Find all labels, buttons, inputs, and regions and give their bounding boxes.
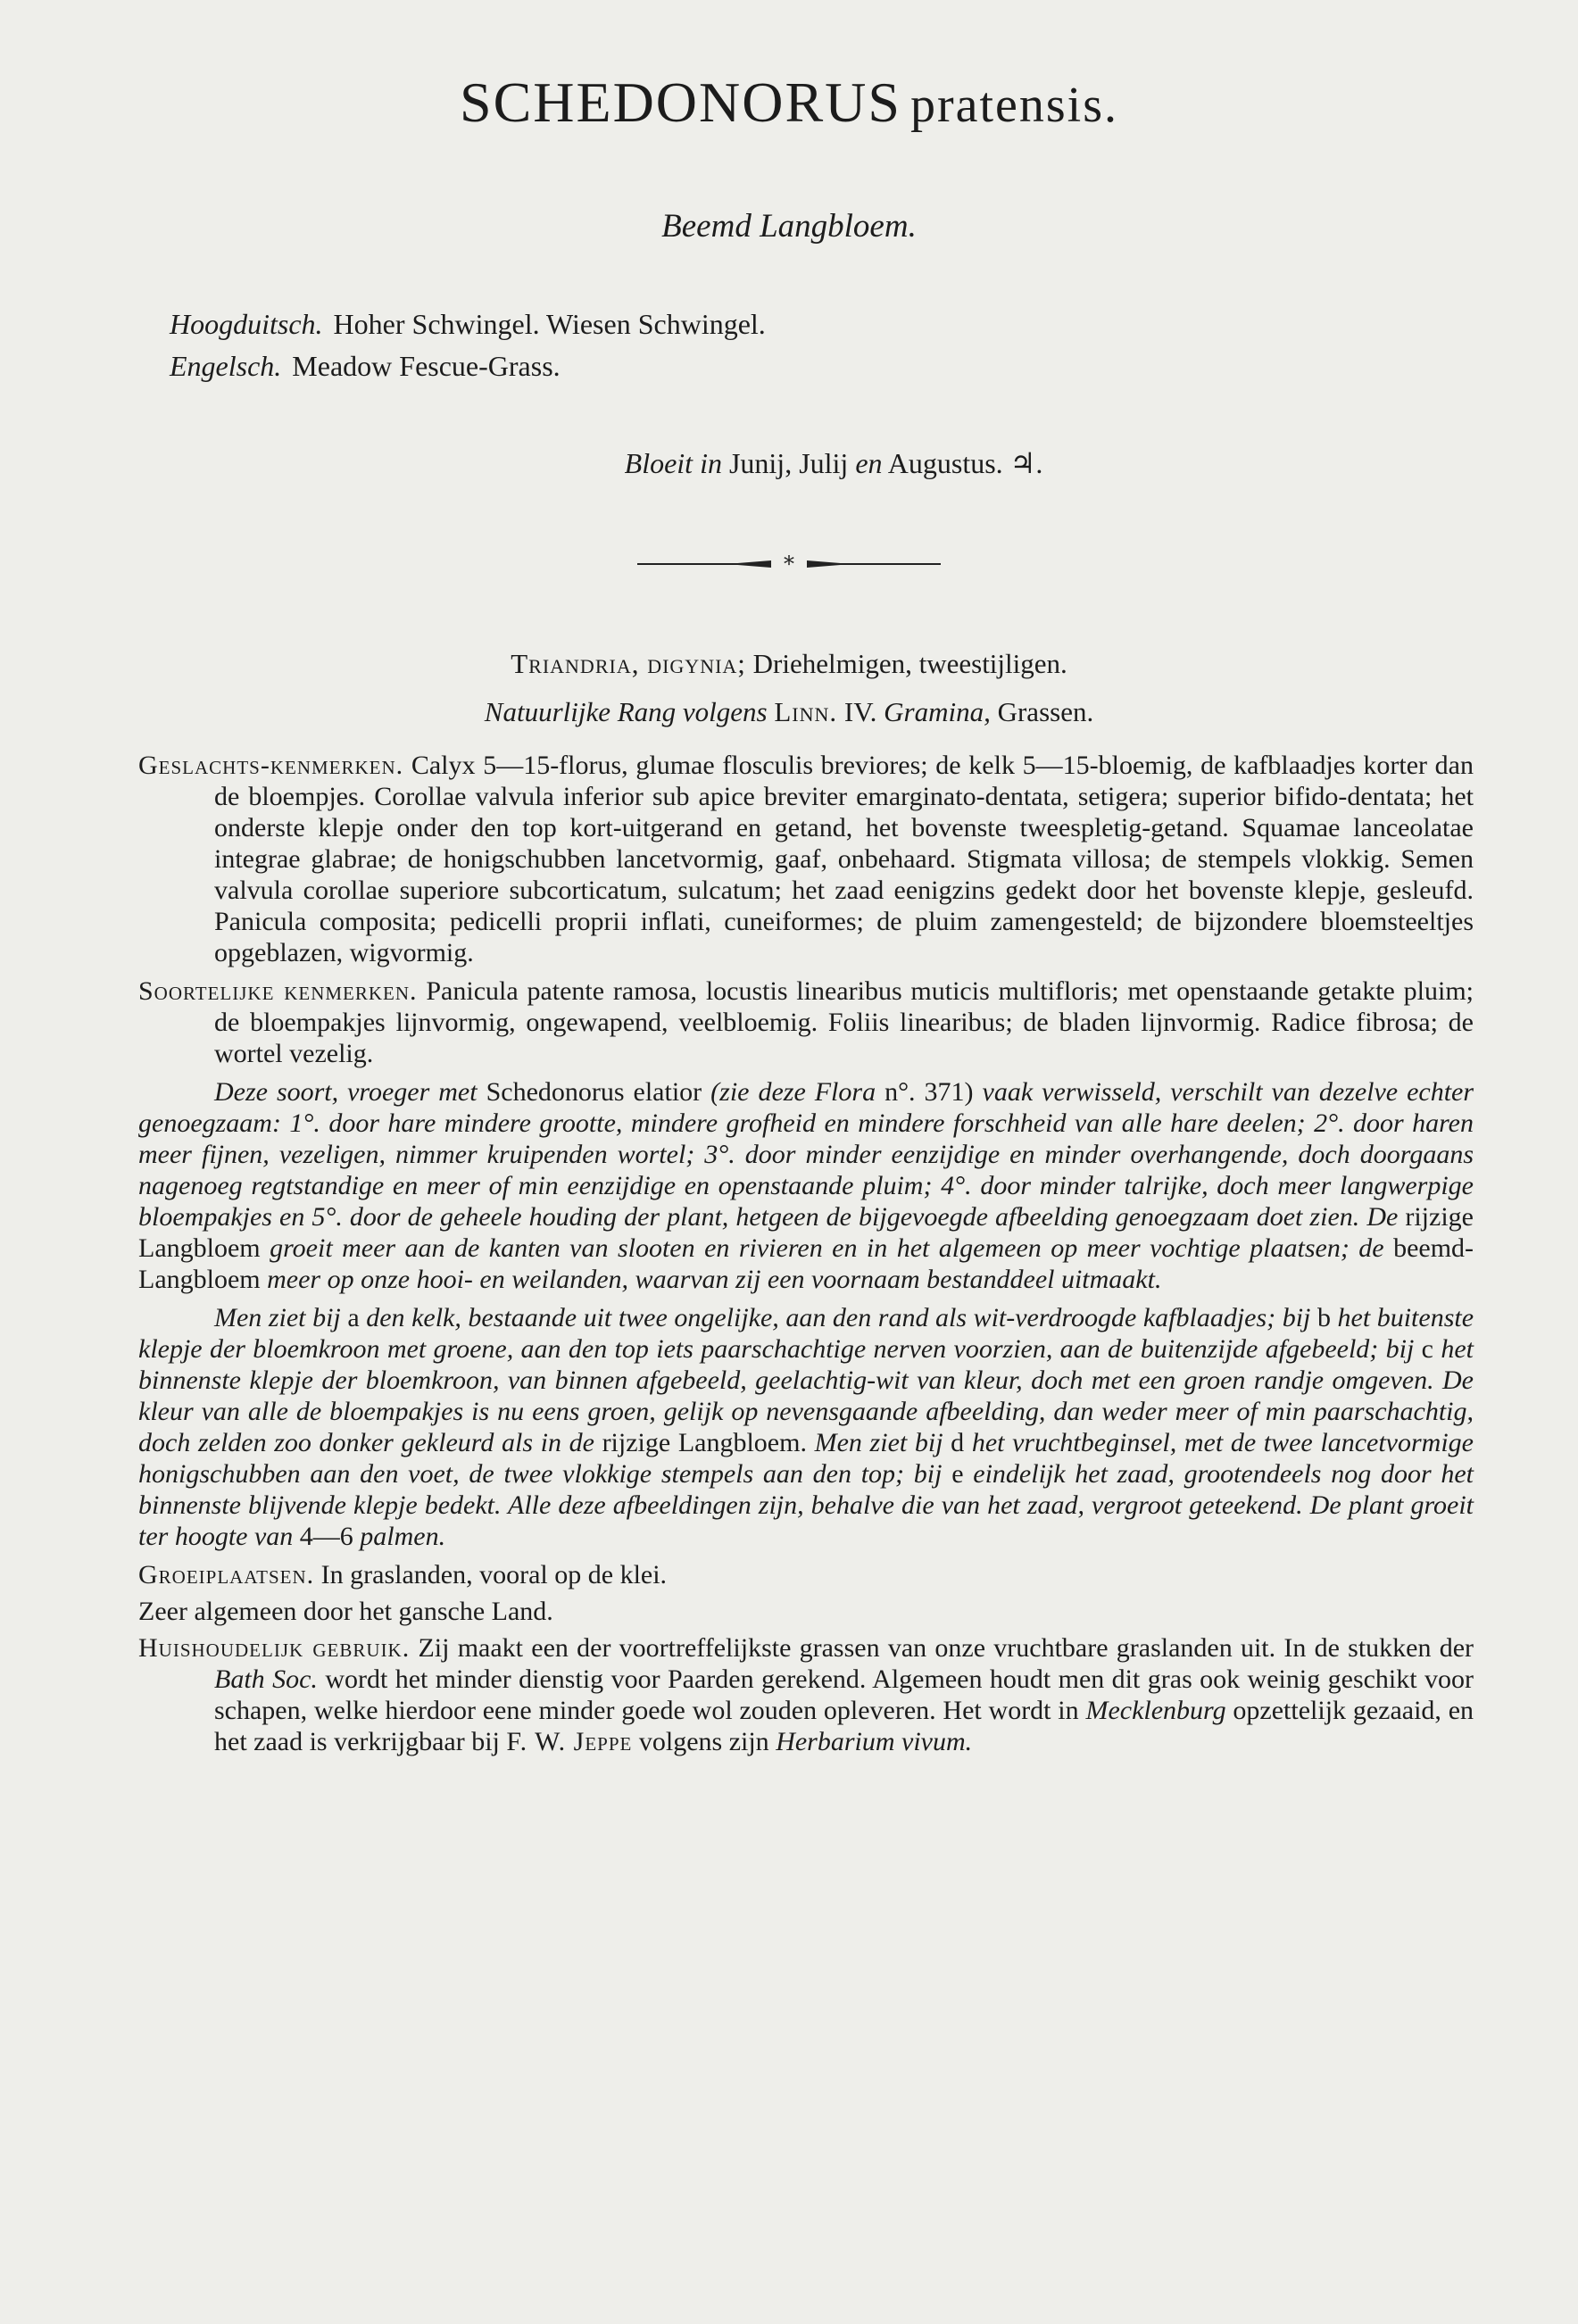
section-heading: Groeiplaatsen. (138, 1560, 315, 1589)
ornament-divider (0, 553, 1578, 579)
section-text: Panicula patente ramosa, locustis linearibus muticis multifloris; met openstaande getakte pluim; de bloempakjes lijnvormig, ongewapend, veelbloemig. Foliis linearibus; de bladen lijnvormig. Radice fibrosa; de wortel vezelig. (214, 976, 1474, 1068)
note-text: Men ziet bij (814, 1428, 943, 1457)
note-text: beemd-Langbloem (138, 1233, 1474, 1294)
rank-order: Gramina, (884, 696, 991, 727)
vernacular-row (170, 303, 766, 345)
figure-letter: e (951, 1459, 964, 1489)
rank-number: IV. (843, 696, 877, 727)
svg-text:*: * (784, 553, 794, 575)
vernacular-names-text: Meadow Fescue-Grass. (292, 350, 561, 382)
section-heading: Soortelijke kenmerken. (138, 976, 418, 1006)
figure-letter: b (1316, 1303, 1331, 1332)
economic-use (138, 1632, 1474, 1757)
section-text: Bath Soc. (214, 1664, 318, 1694)
ornament-divider-icon (637, 553, 941, 575)
note-text: (zie deze Flora (710, 1077, 876, 1107)
dutch-name: Beemd Langbloem. (661, 208, 917, 245)
bloom-period (0, 446, 1578, 480)
note-text: n°. 371) (885, 1077, 974, 1107)
note-text: rijzige Langbloem (138, 1202, 1474, 1263)
species-characters (138, 975, 1474, 1069)
note-text: den kelk, bestaande uit twee ongelijke, aan den rand als wit-verdroogde kafblaadjes; bij (366, 1303, 1311, 1332)
figure-letter: c (1421, 1334, 1433, 1364)
description-body (138, 750, 1474, 1764)
genus-characters (138, 750, 1474, 968)
section-text: volgens zijn (638, 1727, 769, 1756)
class-dutch: Driehelmigen, tweestijligen. (752, 648, 1067, 679)
section-text: In graslanden, vooral op de klei. (320, 1560, 668, 1589)
figure-letter: d (951, 1428, 965, 1457)
vernacular-names-text: Hoher Schwingel. Wiesen Schwingel. (333, 308, 766, 340)
section-text: F. W. Jeppe (506, 1727, 633, 1756)
note-text: rijzige Langbloem. (602, 1428, 807, 1457)
linnaean-class: Triandria, digynia; (511, 648, 746, 679)
vernacular-row (170, 345, 766, 387)
section-heading: Huishoudelijk gebruik. (138, 1633, 411, 1663)
note-text: groeit meer aan de kanten van slooten en rivieren en in het algemeen op meer vochtige plaatsen; de (270, 1233, 1384, 1263)
vernacular-language: Engelsch. (170, 350, 282, 382)
note-text: Deze soort, vroeger met (214, 1077, 478, 1107)
bloom-months-last: Augustus. (887, 447, 1003, 479)
note-text: Men ziet bij (214, 1303, 341, 1332)
vernacular-names (170, 303, 766, 387)
note-text: het vruchtbeginsel, met de twee lancetvormige honigschubben aan den voet, de twee vlokkige stempels aan den top; bij (138, 1428, 1474, 1489)
section-text: Herbarium vivum. (776, 1727, 973, 1756)
perennial-symbol: ♃. (1009, 447, 1043, 479)
note-text: 4—6 (299, 1522, 353, 1551)
section-text: wordt het minder dienstig voor Paarden gerekend. Algemeen houdt men dit gras ook weinig geschikt voor schapen, welke hierdoor eene minder goede wol zouden opleveren. Het wordt in (214, 1664, 1474, 1725)
species-name: pratensis. (909, 78, 1119, 133)
rank-author: Linn. (774, 696, 838, 727)
bloom-months: Junij, Julij (728, 447, 849, 479)
section-text: Zij maakt een der voortreffelijkste grassen van onze vruchtbare graslanden uit. In de stukken der (418, 1633, 1474, 1663)
section-text: Mecklenburg (1085, 1696, 1226, 1725)
figure-explanation (138, 1302, 1474, 1552)
classification (0, 648, 1578, 680)
frequency: Zeer algemeen door het gansche Land. (138, 1597, 553, 1626)
vernacular-language: Hoogduitsch. (170, 308, 323, 340)
genus-name: SCHEDONORUS (459, 71, 901, 134)
habitat (138, 1559, 1474, 1590)
rank-dutch: Grassen. (997, 696, 1094, 727)
section-text: Calyx 5—15-florus, glumae flosculis breviores; de kelk 5—15-bloemig, de kafblaadjes korter dan de bloempjes. Corollae valvula inferior sub apice breviter emarginato-dentata, setigera; superior bifido-dentata; het onderste klepje onder den top kort-uitgerand en getand, het bovenste tweespletig-getand. Squamae lanceolatae integrae glabrae; de honigschubben lancetvormig, gaaf, onbehaard. Stigmata villosa; de stempels vlokkig. Semen valvula corollae superiore subcorticatum, sulcatum; het zaad eenigzins gedekt door het bovenste klepje, gesleufd. Panicula composita; pedicelli proprii inflati, cuneiformes; de pluim zamengesteld; de bijzondere bloemsteeltjes opgeblazen, wigvormig. (214, 751, 1474, 967)
note-text: palmen. (360, 1522, 446, 1551)
rank-prefix: Natuurlijke Rang volgens (484, 696, 768, 727)
bloom-conj: en (855, 447, 883, 479)
note-text: vaak verwisseld, verschilt van dezelve echter genoegzaam: 1°. door hare mindere grootte, mindere grofheid en mindere forschheid van alle hare deelen; 2°. door haren meer fijnen, vezeligen, nimmer kruipenden wortel; 3°. door minder eenzijdige en minder overhangende, doch doorgaans nagenoeg regtstandige en meer of min eenzijdige en openstaande pluim; 4°. door minder talrijke, doch meer langwerpige bloempakjes en 5°. door de geheele houding der plant, hetgeen de bijgevoegde afbeelding genoegzaam doet zien. De (138, 1077, 1474, 1232)
comparison-note (138, 1076, 1474, 1295)
page-title (0, 70, 1578, 136)
section-heading: Geslachts-kenmerken. (138, 751, 404, 780)
note-text: Schedonorus elatior (486, 1077, 702, 1107)
natural-rank (0, 696, 1578, 728)
note-text: meer op onze hooi- en weilanden, waarvan zij een voornaam bestanddeel uitmaakt. (267, 1265, 1162, 1294)
bloom-prefix: Bloeit in (624, 447, 722, 479)
note-text: het binnenste klepje der bloemkroon, van binnen afgebeeld, geelachtig-wit van kleur, doch met een groen randje omgeven. De kleur van alle de bloempakjes is nu eens groen, gelijk op nevensgaande afbeelding, dan weder meer of min paarschachtig, doch zelden zoo donker gekleurd als in de (138, 1334, 1474, 1457)
section-text: opzettelijk gezaaid, en het zaad is verkrijgbaar bij (214, 1696, 1474, 1756)
figure-letter: a (347, 1303, 360, 1332)
note-text: eindelijk het zaad, grootendeels nog door het binnenste blijvende klepje bedekt. Alle deze afbeeldingen zijn, behalve die van het zaad, vergroot geteekend. De plant groeit ter hoogte van (138, 1459, 1474, 1551)
note-text: het buitenste klepje der bloemkroon met groene, aan den top iets paarschachtige nerven voorzien, aan de buitenzijde afgebeeld; bij (138, 1303, 1474, 1364)
